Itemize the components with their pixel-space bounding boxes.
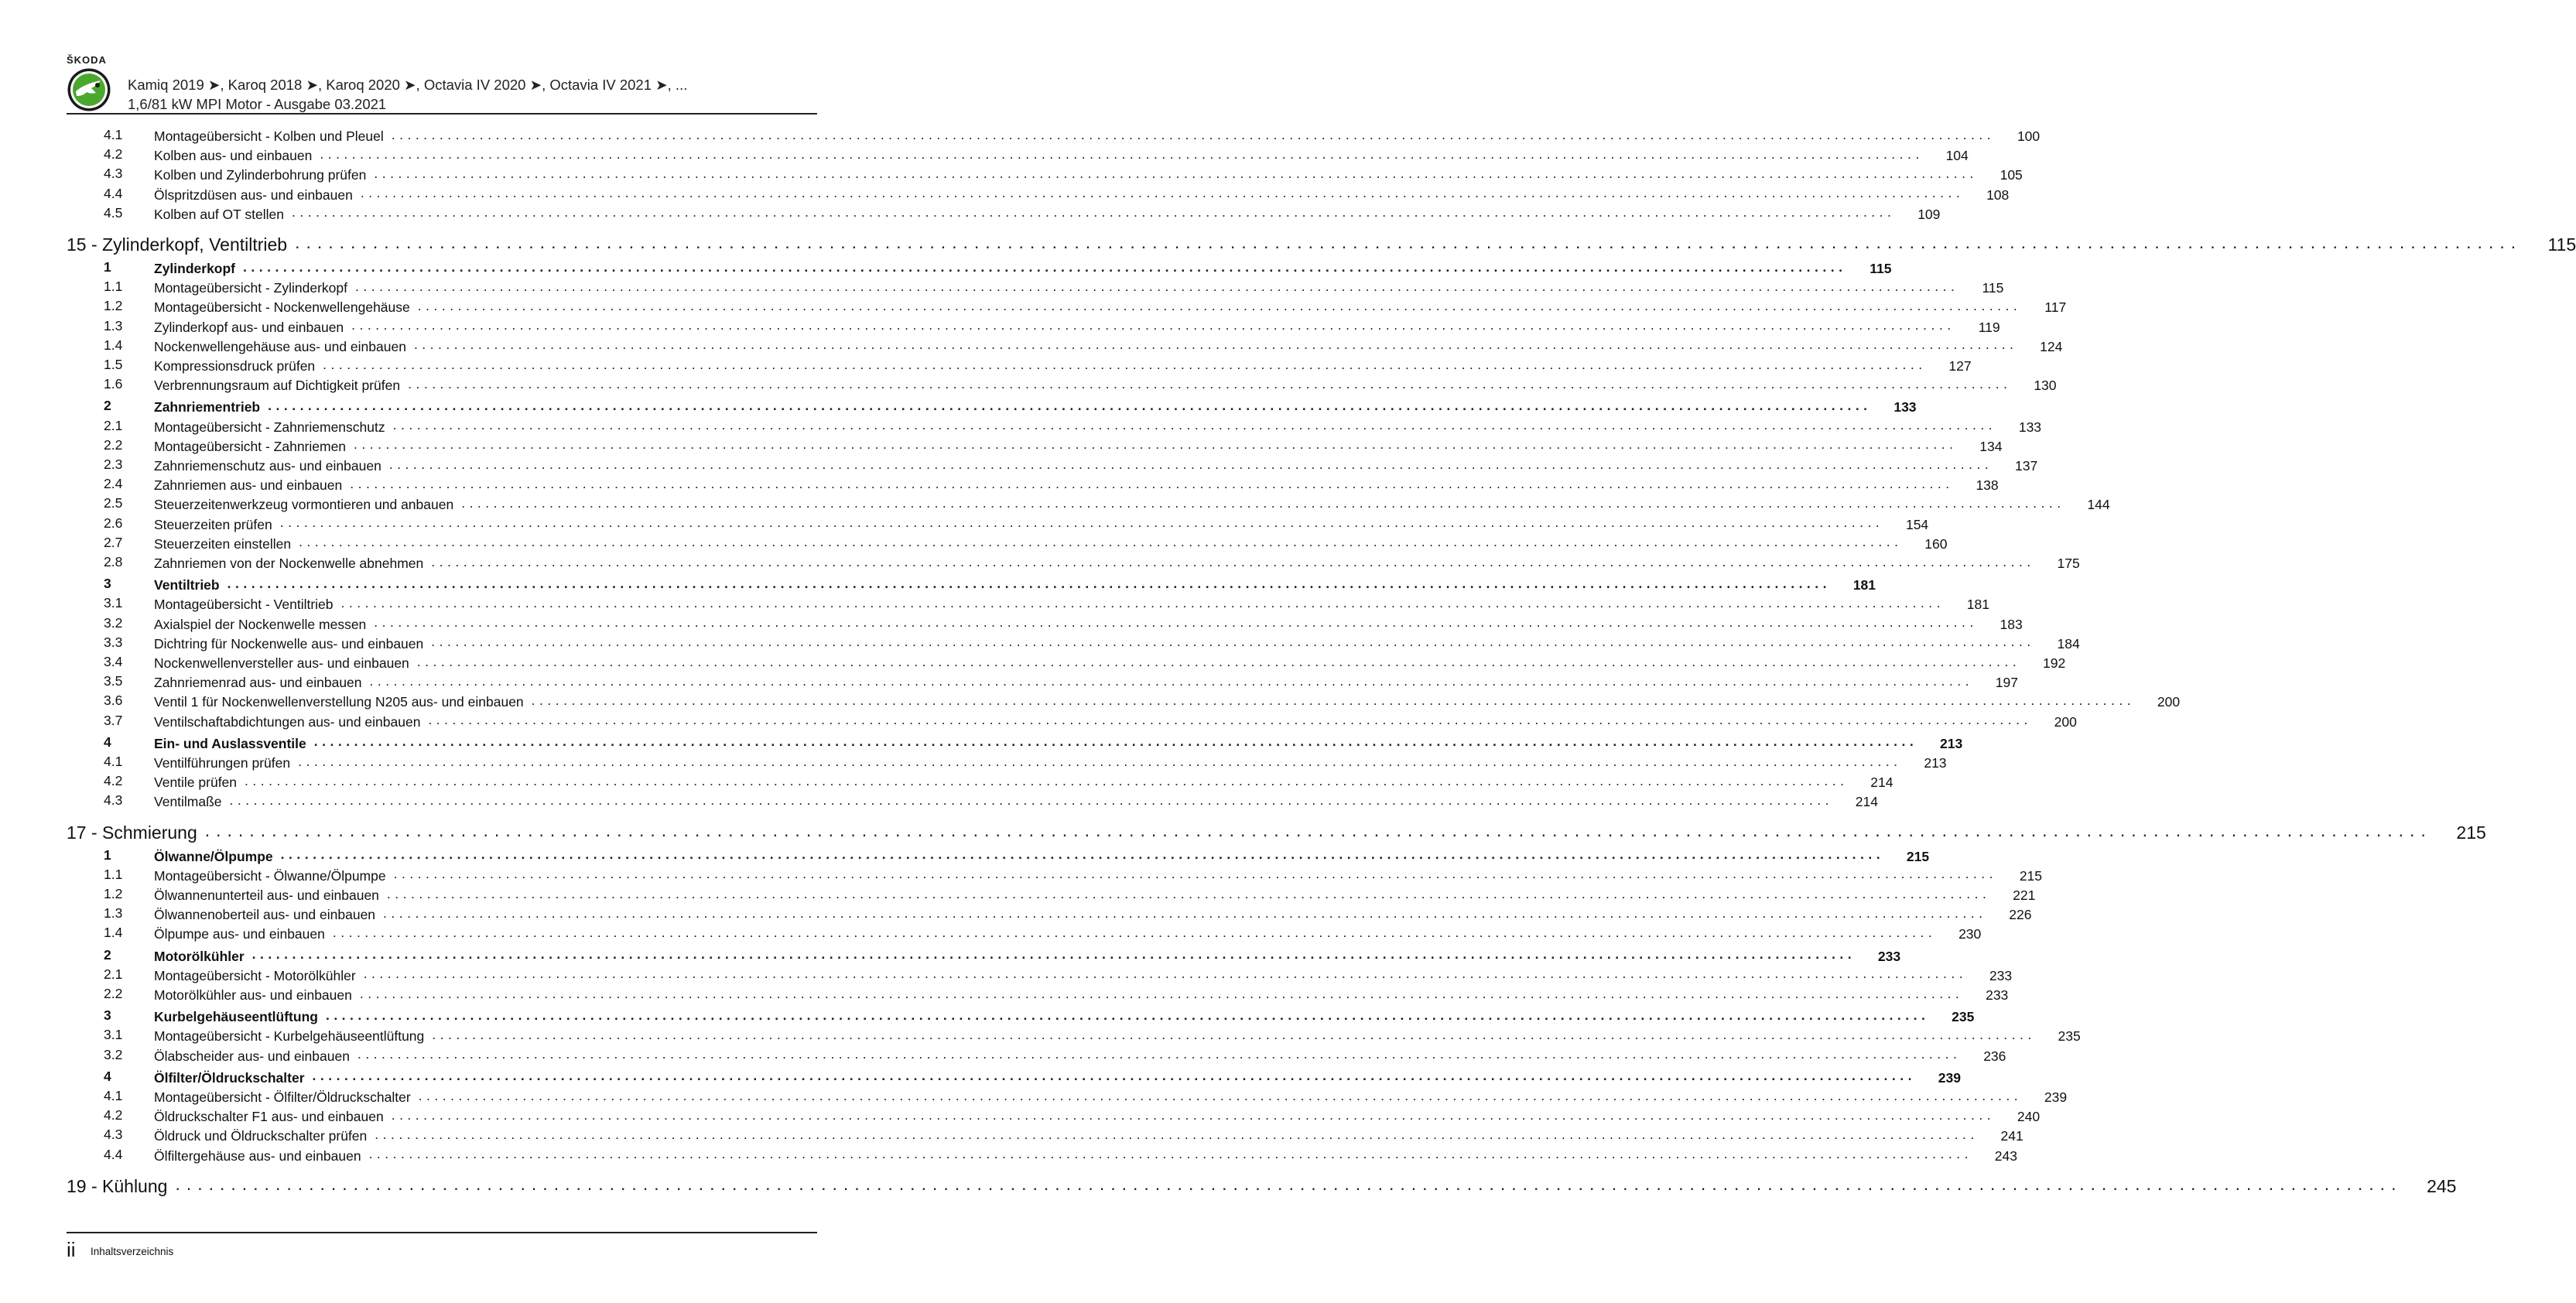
toc-number: 1.3 [104, 905, 123, 922]
toc-number: 3.1 [104, 595, 123, 611]
toc-title: Ein- und Auslassventile [154, 736, 314, 752]
toc-title: Ventilschaftabdichtungen aus- und einbauen [154, 714, 428, 730]
toc-entry[interactable] [0, 984, 2009, 1004]
dot-leader: ........................................................................................................................................................................................................ [312, 1068, 1916, 1084]
toc-number: 2.3 [104, 457, 123, 472]
dot-leader: ........................................................................................................................................................................................................ [340, 594, 1945, 610]
toc-title: 15 - Zylinderkopf, Ventiltrieb [67, 234, 295, 255]
toc-page-number: 115 [1982, 280, 2004, 296]
toc-title: 17 - Schmierung [67, 822, 205, 843]
page-number: ii [67, 1238, 76, 1261]
toc-number: 2.5 [104, 495, 123, 511]
toc-number: 2.7 [104, 534, 123, 550]
toc-page-number: 109 [1917, 206, 1941, 222]
dot-leader: ........................................................................................................................................................................................................ [351, 317, 1955, 333]
toc-section[interactable] [0, 574, 1876, 593]
toc-number: 2.2 [104, 436, 123, 453]
toc-entry[interactable] [0, 691, 2181, 710]
toc-title: Zahnriemenrad aus- und einbauen [154, 675, 370, 691]
toc-entry[interactable] [0, 633, 2080, 652]
toc-number: 1.4 [104, 925, 123, 941]
toc-page-number: 245 [2427, 1175, 2457, 1196]
toc-entry[interactable] [0, 965, 2013, 984]
dot-leader: ........................................................................................................................................................................................................ [416, 653, 2021, 669]
toc-entry[interactable] [0, 436, 2003, 455]
toc-number: 4.4 [104, 185, 123, 201]
toc-title: Zahnriementrieb [154, 399, 268, 416]
toc-number: 2.6 [104, 515, 123, 531]
toc-title: Ventilführungen prüfen [154, 755, 298, 771]
toc-title: Ventiltrieb [154, 577, 227, 593]
toc-page-number: 134 [1979, 438, 2003, 454]
dot-leader: ........................................................................................................................................................................................................ [431, 553, 2035, 569]
dot-leader: ........................................................................................................................................................................................................ [461, 494, 2065, 511]
toc-entry[interactable] [0, 593, 1989, 613]
toc-page-number: 215 [1906, 848, 1930, 864]
toc-title: Steuerzeiten einstellen [154, 536, 299, 552]
toc-number: 4.2 [104, 146, 123, 162]
toc-number: 3.5 [104, 673, 123, 689]
toc-title: Ölpumpe aus- und einbauen [154, 926, 333, 942]
toc-page-number: 127 [1948, 358, 1972, 374]
toc-title: Montageübersicht - Ventiltrieb [154, 597, 341, 613]
toc-title: Ölabscheider aus- und einbauen [154, 1048, 357, 1065]
toc-title: Montageübersicht - Motorölkühler [154, 968, 364, 984]
toc-title: Motorölkühler [154, 949, 252, 965]
toc-page-number: 215 [2456, 822, 2486, 843]
toc-title: Verbrennungsraum auf Dichtigkeit prüfen [154, 378, 408, 394]
toc-number: 2.1 [104, 966, 123, 982]
toc-entry[interactable] [0, 904, 2032, 923]
dot-leader: ........................................................................................................................................................................................................ [418, 1087, 2023, 1103]
toc-page-number: 233 [1986, 987, 2009, 1003]
dot-leader: ........................................................................................................................................................................................................ [325, 1007, 1930, 1023]
toc-number: 4.2 [104, 773, 123, 789]
toc-number: 1.2 [104, 298, 123, 314]
toc-entry[interactable] [0, 884, 2036, 904]
toc-title: Montageübersicht - Zylinderkopf [154, 280, 355, 296]
dot-leader: ........................................................................................................................................................................................................ [374, 614, 1978, 631]
document-subtitle: 1,6/81 kW MPI Motor - Ausgabe 03.2021 [128, 96, 387, 112]
toc-number: 4 [104, 734, 111, 750]
dot-leader: ........................................................................................................................................................................................................ [229, 792, 1833, 808]
footer-label: Inhaltsverzeichnis [91, 1246, 174, 1257]
toc-section[interactable] [0, 1067, 1961, 1086]
toc-page-number: 181 [1852, 577, 1876, 593]
toc-title: Steuerzeiten prüfen [154, 517, 280, 533]
toc-page-number: 119 [1978, 319, 2000, 335]
toc-entry[interactable] [0, 1045, 2006, 1065]
dot-leader: ........................................................................................................................................................................................................ [359, 985, 1964, 1001]
toc-number: 1 [104, 259, 111, 275]
toc-title: Montageübersicht - Nockenwellengehäuse [154, 299, 418, 316]
toc-title: Öldruckschalter F1 aus- und einbauen [154, 1109, 392, 1125]
toc-page-number: 130 [2034, 378, 2057, 394]
dot-leader: ........................................................................................................................................................................................................ [251, 946, 1856, 963]
dot-leader: ........................................................................................................................................................................................................ [391, 126, 1996, 142]
toc-page-number: 243 [1994, 1147, 2017, 1164]
dot-leader: ........................................................................................................................................................................................................ [369, 672, 1973, 689]
toc-entry[interactable] [0, 652, 2066, 672]
toc-number: 2.4 [104, 476, 123, 492]
toc-entry[interactable] [0, 923, 1982, 942]
dot-leader: ........................................................................................................................................................................................................ [428, 712, 2032, 728]
toc-title: Ölfilter/Öldruckschalter [154, 1070, 313, 1086]
toc-entry[interactable] [0, 1125, 2024, 1144]
dot-leader: ........................................................................................................................................................................................................ [374, 165, 1978, 181]
toc-number: 2.2 [104, 986, 123, 1001]
toc-chapter[interactable] [0, 819, 2486, 843]
toc-number: 4.1 [104, 1088, 123, 1103]
toc-page-number: 192 [2043, 655, 2066, 671]
toc-page-number: 214 [1870, 775, 1894, 791]
toc-entry[interactable] [0, 791, 1878, 810]
toc-entry[interactable] [0, 1106, 2041, 1125]
toc-page-number: 104 [1945, 148, 1969, 164]
dot-leader: ........................................................................................................................................................................................................ [268, 397, 1872, 413]
dot-leader: ........................................................................................................................................................................................................ [227, 575, 1832, 591]
dot-leader: ........................................................................................................................................................................................................ [332, 924, 1937, 940]
toc-number: 2 [104, 398, 111, 414]
dot-leader: ........................................................................................................................................................................................................ [360, 185, 1965, 201]
toc-title: Öldruck und Öldruckschalter prüfen [154, 1128, 375, 1144]
toc-page-number: 240 [2017, 1109, 2041, 1125]
toc-number: 1.2 [104, 886, 123, 901]
toc-number: 4.4 [104, 1146, 123, 1162]
toc-page-number: 138 [1976, 477, 1999, 494]
toc-number: 1.5 [104, 357, 123, 372]
toc-number: 3.6 [104, 693, 123, 709]
toc-page-number: 236 [1983, 1048, 2006, 1064]
toc-section[interactable] [0, 733, 1963, 752]
toc-chapter[interactable] [0, 1172, 2457, 1197]
toc-title: Zahnriemenschutz aus- und einbauen [154, 458, 389, 474]
toc-page-number: 105 [2000, 167, 2023, 183]
dot-leader: ........................................................................................................................................................................................................ [386, 885, 1991, 901]
toc-page-number: 235 [2058, 1028, 2081, 1045]
toc-page-number: 233 [1989, 967, 2013, 983]
toc-title: Kolben auf OT stellen [154, 207, 292, 223]
toc-number: 3 [104, 1007, 111, 1024]
dot-leader: ........................................................................................................................................................................................................ [245, 772, 1849, 788]
toc-title: Zylinderkopf [154, 261, 243, 277]
toc-entry[interactable] [0, 1025, 2081, 1045]
toc-number: 1.6 [104, 376, 123, 392]
toc-number: 3.7 [104, 712, 123, 728]
toc-number: 3.1 [104, 1027, 123, 1043]
toc-title: Steuerzeitenwerkzeug vormontieren und anbauen [154, 497, 461, 513]
toc-page-number: 241 [2000, 1128, 2024, 1144]
toc-page-number: 200 [2054, 713, 2077, 730]
toc-title: Ventile prüfen [154, 775, 245, 791]
toc-page-number: 214 [1855, 794, 1878, 810]
dot-leader: ........................................................................................................................................................................................................ [291, 204, 1896, 221]
toc-title: Montageübersicht - Kolben und Pleuel [154, 128, 392, 145]
toc-title: Motorölkühler aus- und einbauen [154, 987, 360, 1004]
toc-page-number: 175 [2057, 556, 2080, 571]
toc-page-number: 233 [1877, 948, 1901, 964]
toc-number: 3.4 [104, 654, 123, 669]
toc-page-number: 133 [2018, 419, 2042, 435]
toc-entry[interactable] [0, 296, 2067, 316]
dot-leader: ........................................................................................................................................................................................................ [431, 634, 2035, 650]
toc-number: 1 [104, 846, 111, 863]
dot-leader: ........................................................................................................................................................................................................ [279, 515, 1884, 531]
dot-leader: ........................................................................................................................................................................................................ [363, 966, 1968, 982]
dot-leader: ........................................................................................................................................................................................................ [375, 1126, 1979, 1142]
toc-title: Zahnriemen aus- und einbauen [154, 477, 350, 494]
toc-entry[interactable] [0, 164, 2023, 183]
toc-title: Ventilmaße [154, 794, 230, 810]
toc-title: Montageübersicht - Ölfilter/Öldruckschalter [154, 1089, 419, 1106]
toc-title: Kolben und Zylinderbohrung prüfen [154, 167, 374, 183]
toc-title: Zahnriemen von der Nockenwelle abnehmen [154, 556, 431, 572]
dot-leader: ........................................................................................................................................................................................................ [383, 905, 1987, 921]
toc-page-number: 183 [2000, 616, 2023, 632]
toc-page-number: 221 [2013, 887, 2036, 903]
toc-number: 1.3 [104, 317, 123, 333]
toc-title: Kompressionsdruck prüfen [154, 358, 323, 374]
toc-number: 4 [104, 1068, 111, 1084]
toc-number: 2 [104, 946, 111, 963]
toc-entry[interactable] [0, 277, 2004, 296]
toc-page-number: 160 [1924, 535, 1948, 552]
toc-page-number: 213 [1939, 735, 1963, 751]
dot-leader: ........................................................................................................................................................................................................ [350, 475, 1954, 491]
toc-number: 3.2 [104, 614, 123, 631]
dot-leader: ........................................................................................................................................................................................................ [393, 866, 1998, 882]
toc-title: Montageübersicht - Ölwanne/Ölpumpe [154, 868, 394, 884]
toc-page-number: 215 [2019, 867, 2043, 884]
toc-entry[interactable] [0, 455, 2038, 474]
toc-title: Ölspritzdüsen aus- und einbauen [154, 187, 361, 203]
dot-leader: ........................................................................................................................................................................................................ [323, 356, 1927, 372]
toc-page-number: 230 [1959, 926, 1982, 942]
toc-title: Kolben aus- und einbauen [154, 148, 320, 164]
toc-number: 4.3 [104, 166, 123, 182]
toc-entry[interactable] [0, 474, 1999, 494]
toc-entry[interactable] [0, 1145, 2017, 1164]
toc-chapter[interactable] [0, 231, 2576, 255]
toc-entry[interactable] [0, 514, 1929, 533]
toc-title: Ölwannenoberteil aus- und einbauen [154, 907, 383, 923]
dot-leader: ........................................................................................................................................................................................................ [531, 692, 2136, 708]
toc-page-number: 184 [2057, 635, 2080, 652]
toc-page-number: 117 [2044, 299, 2067, 316]
toc-section[interactable] [0, 258, 1892, 277]
dot-leader: ........................................................................................................................................................................................................ [408, 375, 2012, 392]
toc-entry[interactable] [0, 552, 2080, 572]
toc-number: 1.1 [104, 866, 123, 882]
toc-page-number: 239 [1938, 1069, 1961, 1086]
dot-leader: ........................................................................................................................................................................................................ [204, 819, 2432, 840]
brand-wordmark: ŠKODA [67, 54, 107, 66]
toc-number: 3.3 [104, 634, 123, 650]
toc-title: Montageübersicht - Kurbelgehäuseentlüftung [154, 1028, 432, 1045]
toc-page-number: 115 [2547, 234, 2576, 255]
toc-title: Montageübersicht - Zahnriemen [154, 439, 354, 455]
toc-number: 2.8 [104, 554, 123, 569]
dot-leader: ........................................................................................................................................................................................................ [432, 1026, 2036, 1042]
toc-page-number: 115 [1870, 261, 1892, 276]
toc-title: Ölwanne/Ölpumpe [154, 849, 281, 865]
toc-title: Kurbelgehäuseentlüftung [154, 1009, 326, 1025]
toc-page-number: 124 [2040, 338, 2063, 354]
toc-number: 1.1 [104, 279, 123, 295]
toc-page-number: 226 [2009, 907, 2032, 923]
dot-leader: ........................................................................................................................................................................................................ [417, 297, 2022, 313]
toc-number: 2.1 [104, 417, 123, 433]
toc-title: Ventil 1 für Nockenwellenverstellung N205 aus- und einbauen [154, 694, 532, 710]
toc-number: 4.3 [104, 1127, 123, 1143]
toc-page-number: 137 [2015, 458, 2038, 474]
toc-page-number: 100 [2017, 128, 2041, 144]
toc-entry[interactable] [0, 672, 2018, 691]
toc-page-number: 239 [2044, 1089, 2068, 1105]
toc-page-number: 200 [2157, 694, 2181, 710]
toc-entry[interactable] [0, 494, 2110, 513]
toc-page-number: 235 [1952, 1009, 1975, 1025]
dot-leader: ........................................................................................................................................................................................................ [392, 417, 1997, 433]
toc-entry[interactable] [0, 316, 2000, 336]
dot-leader: ........................................................................................................................................................................................................ [299, 534, 1903, 550]
dot-leader: ........................................................................................................................................................................................................ [357, 1046, 1962, 1062]
toc-entry[interactable] [0, 711, 2077, 730]
toc-entry[interactable] [0, 355, 1972, 374]
toc-page-number: 144 [2087, 497, 2110, 513]
dot-leader: ........................................................................................................................................................................................................ [313, 734, 1918, 750]
toc-title: Nockenwellenversteller aus- und einbauen [154, 655, 417, 672]
toc-entry[interactable] [0, 1086, 2068, 1106]
toc-number: 4.2 [104, 1107, 123, 1123]
dot-leader: ........................................................................................................................................................................................................ [320, 145, 1924, 162]
toc-title: Zylinderkopf aus- und einbauen [154, 320, 351, 336]
dot-leader: ........................................................................................................................................................................................................ [280, 846, 1885, 863]
toc-page-number: 108 [1986, 186, 2010, 203]
toc-section[interactable] [0, 846, 1930, 865]
dot-leader: ........................................................................................................................................................................................................ [354, 278, 1959, 294]
toc-entry[interactable] [0, 752, 1947, 771]
toc-section[interactable] [0, 396, 1917, 416]
toc-page-number: 213 [1924, 755, 1947, 771]
toc-page-number: 181 [1966, 597, 1989, 613]
toc-page-number: 197 [1995, 675, 2018, 691]
toc-number: 3 [104, 576, 111, 592]
dot-leader: ........................................................................................................................................................................................................ [354, 436, 1958, 453]
toc-number: 4.3 [104, 792, 123, 809]
toc-page-number: 133 [1894, 399, 1917, 416]
toc-section[interactable] [0, 946, 1901, 965]
footer-rule [67, 1232, 817, 1233]
dot-leader: ........................................................................................................................................................................................................ [243, 258, 1847, 275]
dot-leader: ........................................................................................................................................................................................................ [391, 1106, 1996, 1123]
toc-number: 1.4 [104, 337, 123, 353]
toc-entry[interactable] [0, 374, 2057, 394]
toc-title: Dichtring für Nockenwelle aus- und einbauen [154, 636, 431, 652]
toc-title: Axialspiel der Nockenwelle messen [154, 617, 374, 633]
toc-entry[interactable] [0, 533, 1948, 552]
toc-entry[interactable] [0, 203, 1941, 223]
dot-leader: ........................................................................................................................................................................................................ [298, 753, 1902, 769]
toc-title: Ölfiltergehäuse aus- und einbauen [154, 1148, 369, 1164]
dot-leader: ........................................................................................................................................................................................................ [175, 1173, 2403, 1194]
toc-title: 19 - Kühlung [67, 1176, 175, 1197]
toc-entry[interactable] [0, 416, 2042, 436]
toc-entry[interactable] [0, 771, 1894, 791]
toc-entry[interactable] [0, 125, 2041, 145]
toc-title: Montageübersicht - Zahnriemenschutz [154, 419, 393, 436]
toc-page-number: 154 [1905, 516, 1929, 532]
dot-leader: ........................................................................................................................................................................................................ [368, 1146, 1972, 1162]
toc-entry[interactable] [0, 184, 2010, 203]
toc-section[interactable] [0, 1006, 1975, 1025]
toc-entry[interactable] [0, 865, 2043, 884]
toc-entry[interactable] [0, 145, 1969, 164]
toc-number: 3.2 [104, 1046, 123, 1062]
toc-number: 4.1 [104, 754, 123, 769]
dot-leader: ........................................................................................................................................................................................................ [388, 456, 1993, 472]
toc-title: Ölwannenunterteil aus- und einbauen [154, 887, 387, 904]
toc-number: 4.5 [104, 204, 123, 221]
dot-leader: ........................................................................................................................................................................................................ [295, 232, 2523, 252]
dot-leader: ........................................................................................................................................................................................................ [413, 337, 2018, 353]
document-title: Kamiq 2019 ➤, Karoq 2018 ➤, Karoq 2020 ➤, Octavia IV 2020 ➤, Octavia IV 2021 ➤, ... [128, 77, 688, 93]
toc-title: Nockenwellengehäuse aus- und einbauen [154, 339, 414, 355]
toc-entry[interactable] [0, 336, 2063, 355]
toc-number: 4.1 [104, 127, 123, 142]
toc-entry[interactable] [0, 614, 2023, 633]
